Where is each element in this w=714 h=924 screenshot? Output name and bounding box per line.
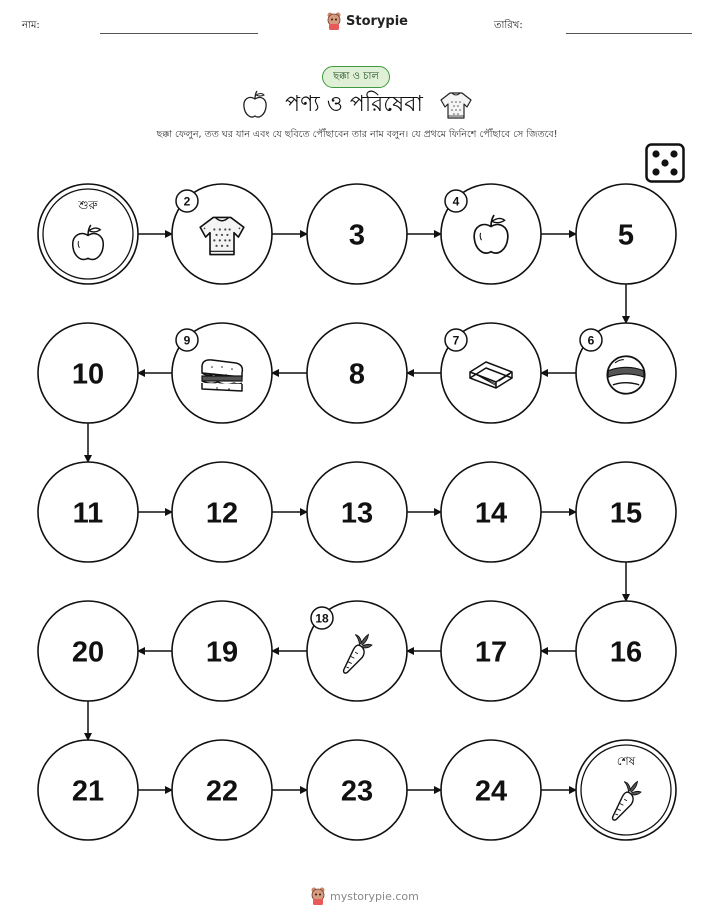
board-square-13[interactable]	[307, 462, 407, 562]
square-number: 24	[474, 775, 508, 808]
board-square-16[interactable]	[576, 601, 676, 701]
square-number: 16	[609, 636, 643, 669]
board-square-17[interactable]	[441, 601, 541, 701]
start-label: শুরু	[78, 198, 98, 212]
board-square-24[interactable]	[441, 740, 541, 840]
sandwich-icon	[202, 360, 242, 391]
ball-icon	[607, 356, 644, 393]
square-number: 23	[340, 775, 374, 808]
board-square-22[interactable]	[172, 740, 272, 840]
board-square-11[interactable]	[38, 462, 138, 562]
footer	[310, 887, 419, 905]
board-square-9[interactable]	[172, 323, 272, 423]
board-square-14[interactable]	[441, 462, 541, 562]
square-number: 14	[474, 497, 508, 530]
page-title-text: পণ্য ও পরিষেবা	[285, 91, 423, 117]
date-label: তারিখ:	[494, 20, 523, 31]
square-number: 10	[71, 358, 105, 391]
board-square-23[interactable]	[307, 740, 407, 840]
board-square-3[interactable]	[307, 184, 407, 284]
name-label: নাম:	[22, 20, 40, 31]
square-number: 3	[348, 219, 366, 252]
square-number: 21	[71, 775, 105, 808]
square-number: 4	[452, 194, 460, 209]
board-square-18[interactable]	[307, 601, 407, 701]
brand-name: Storypie	[346, 13, 408, 29]
finish-square[interactable]	[576, 740, 676, 840]
square-number: 17	[474, 636, 508, 669]
square-number: 13	[340, 497, 374, 530]
square-number: 19	[205, 636, 239, 669]
square-number: 8	[348, 358, 366, 391]
square-number: 9	[183, 333, 191, 348]
board-square-12[interactable]	[172, 462, 272, 562]
category-pill-label: ছক্কা ও চাল	[333, 70, 379, 82]
start-square[interactable]	[38, 184, 138, 284]
finish-label: শেষ	[616, 754, 636, 768]
square-number: 18	[315, 611, 329, 626]
board-square-8[interactable]	[307, 323, 407, 423]
instructions: ছক্কা ফেলুন, তত ঘর যান এবং যে ছবিতে পৌঁছাবেন তার নাম বলুন। যে প্রথমে ফিনিশে পৌঁছাবে সে জিতবে!	[156, 129, 558, 140]
square-number: 22	[205, 775, 239, 808]
board-square-7[interactable]	[441, 323, 541, 423]
board-square-20[interactable]	[38, 601, 138, 701]
board-square-5[interactable]	[576, 184, 676, 284]
board-square-21[interactable]	[38, 740, 138, 840]
board-square-2[interactable]	[172, 184, 272, 284]
square-number: 5	[617, 219, 635, 252]
footer-url: mystorypie.com	[330, 889, 419, 903]
square-number: 7	[452, 333, 460, 348]
square-number: 20	[71, 636, 105, 669]
mascot-icon	[310, 887, 326, 905]
board-square-6[interactable]	[576, 323, 676, 423]
board-square-15[interactable]	[576, 462, 676, 562]
square-number: 11	[72, 497, 104, 530]
square-number: 12	[205, 497, 239, 530]
square-number: 2	[183, 194, 191, 209]
board-square-19[interactable]	[172, 601, 272, 701]
square-number: 6	[587, 333, 595, 348]
board-square-10[interactable]	[38, 323, 138, 423]
board-square-4[interactable]	[441, 184, 541, 284]
square-number: 15	[609, 497, 643, 530]
